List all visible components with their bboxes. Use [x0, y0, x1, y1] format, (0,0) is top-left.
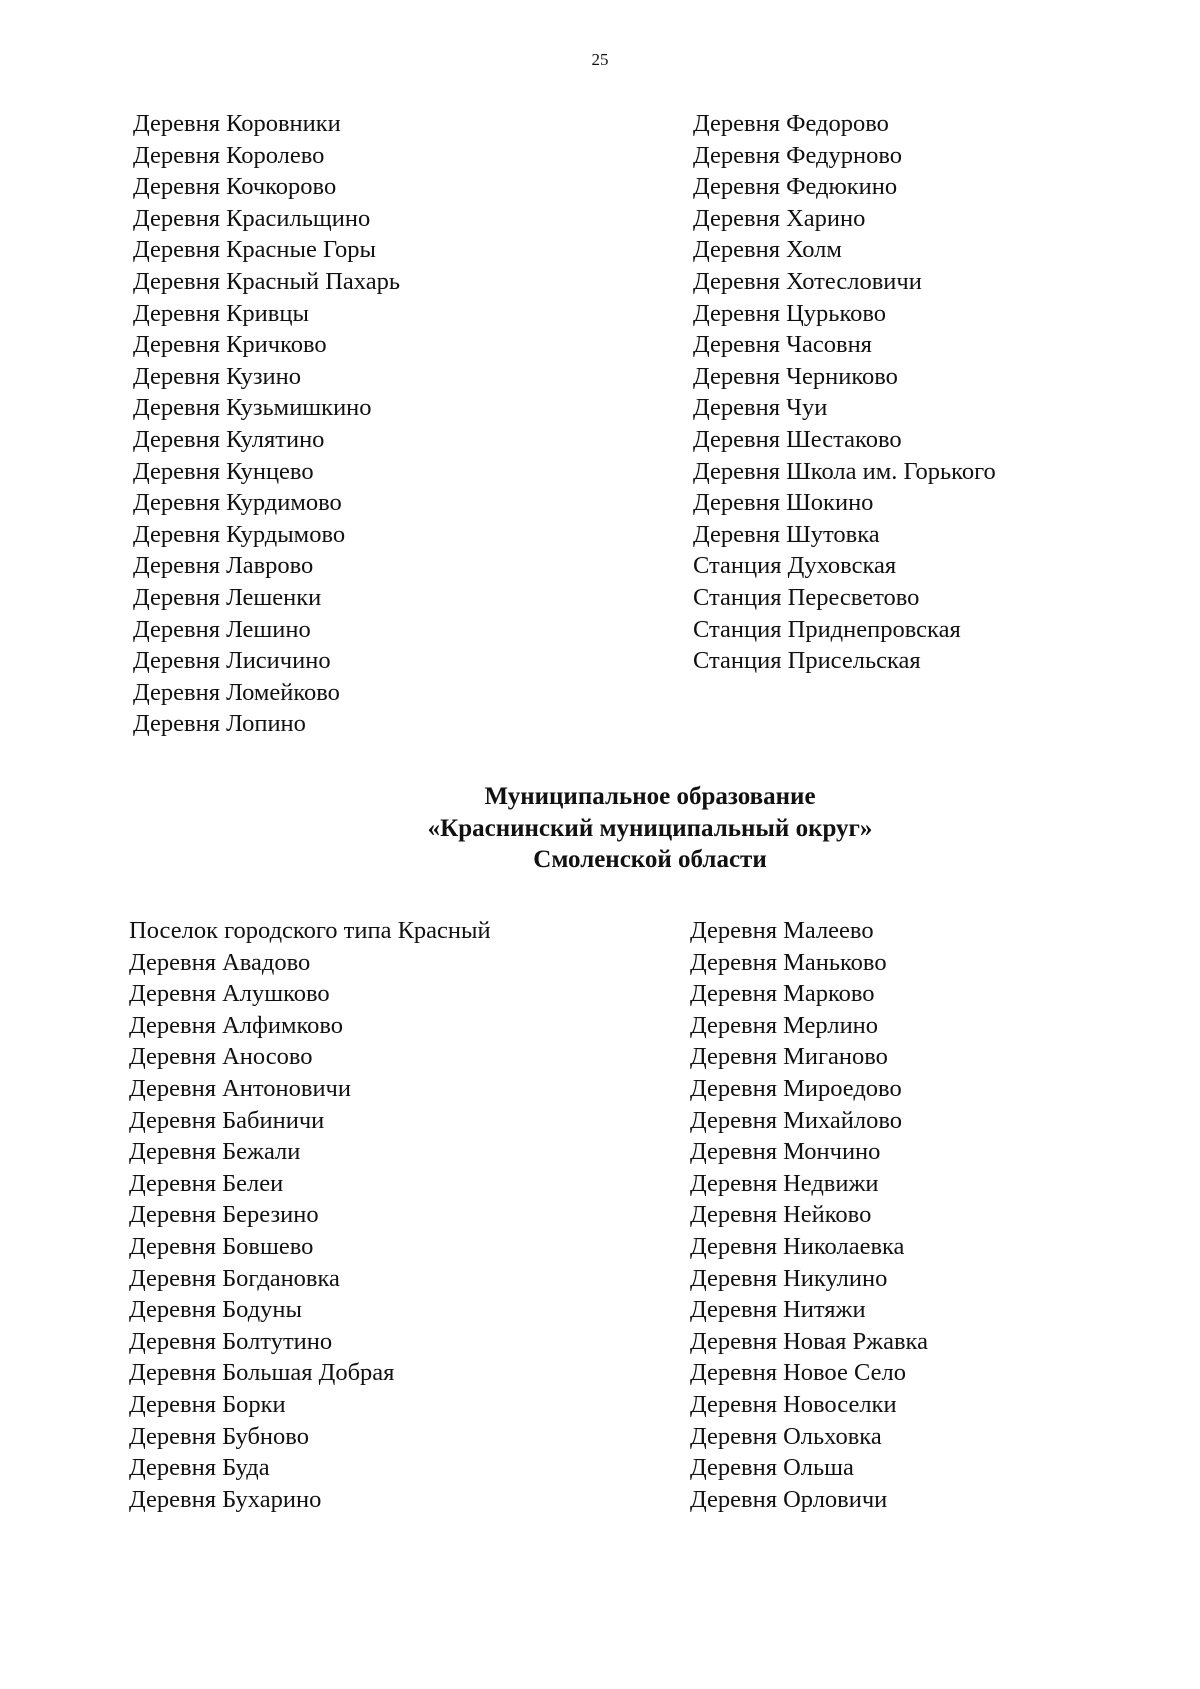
- settlement-item: Деревня Федурново: [693, 141, 902, 169]
- settlement-item: Станция Пересветово: [693, 583, 920, 611]
- settlement-item: Деревня Красный Пахарь: [133, 267, 401, 295]
- settlement-item: Деревня Новоселки: [690, 1390, 897, 1418]
- settlement-item: Деревня Орловичи: [690, 1485, 888, 1513]
- settlement-item: Деревня Болтутино: [129, 1327, 333, 1355]
- settlement-item: Деревня Шокино: [693, 489, 874, 517]
- settlement-item: Деревня Кривцы: [133, 299, 309, 327]
- settlement-item: Деревня Кочкорово: [133, 173, 337, 201]
- settlement-item: Деревня Шутовка: [693, 520, 880, 548]
- section-heading-line-3: Смоленской области: [533, 846, 767, 873]
- bottom-left-settlement-list: [129, 915, 491, 1515]
- section-heading-line-2: «Краснинский муниципальный округ»: [427, 814, 873, 842]
- settlement-item: Деревня Березино: [129, 1201, 319, 1229]
- settlement-item: Деревня Марково: [690, 980, 875, 1008]
- settlement-item: Деревня Борки: [129, 1390, 286, 1418]
- settlement-item: Деревня Черниково: [693, 362, 898, 390]
- settlement-item: Деревня Недвижи: [690, 1169, 879, 1197]
- settlement-item: Деревня Малеево: [690, 917, 874, 944]
- settlement-item: Деревня Холм: [693, 236, 842, 264]
- section-heading: [0, 781, 1200, 876]
- top-right-settlement-list: [693, 108, 996, 677]
- settlement-item: Деревня Аносово: [129, 1043, 313, 1071]
- settlement-item: Деревня Николаевка: [690, 1232, 905, 1260]
- settlement-item: Деревня Королево: [133, 141, 325, 169]
- settlement-item: Деревня Кулятино: [133, 425, 325, 453]
- settlement-item: Деревня Цурьково: [693, 299, 887, 327]
- settlement-item: Деревня Мироедово: [690, 1074, 902, 1102]
- settlement-item: Деревня Лешенки: [133, 583, 322, 611]
- settlement-item: Деревня Нитяжи: [690, 1296, 866, 1324]
- settlement-item: Деревня Алушково: [129, 980, 330, 1008]
- settlement-item: Деревня Большая Добрая: [129, 1359, 395, 1387]
- settlement-item: Деревня Антоновичи: [129, 1074, 351, 1102]
- settlement-item: Деревня Миганово: [690, 1043, 888, 1071]
- settlement-item: Деревня Мончино: [690, 1138, 881, 1166]
- settlement-item: Деревня Харино: [693, 204, 866, 232]
- settlement-item: Деревня Лисичино: [133, 647, 331, 675]
- settlement-item: Деревня Авадово: [129, 948, 311, 976]
- bottom-right-settlement-list: [690, 915, 928, 1515]
- settlement-item: Деревня Кузино: [133, 362, 301, 390]
- settlement-item: Деревня Михайлово: [690, 1106, 903, 1134]
- settlement-item: Деревня Маньково: [690, 948, 887, 976]
- settlement-item: Деревня Чуи: [693, 394, 828, 422]
- settlement-item: Деревня Красильщино: [133, 204, 371, 232]
- top-left-settlement-list: [133, 108, 400, 740]
- settlement-item: Деревня Лаврово: [133, 552, 314, 580]
- settlement-item: Деревня Богдановка: [129, 1264, 340, 1292]
- settlement-item: Деревня Лопино: [133, 710, 306, 738]
- settlement-item: Деревня Буда: [129, 1454, 270, 1482]
- settlement-item: Деревня Никулино: [690, 1264, 888, 1292]
- settlement-item: Деревня Бубново: [129, 1422, 309, 1450]
- settlement-item: Деревня Бодуны: [129, 1296, 302, 1324]
- settlement-item: Деревня Красные Горы: [133, 236, 376, 264]
- settlement-item: Деревня Бежали: [129, 1138, 301, 1166]
- settlement-item: Деревня Часовня: [693, 331, 872, 359]
- settlement-item: Деревня Хотесловичи: [693, 267, 922, 295]
- settlement-item: Станция Духовская: [693, 552, 897, 580]
- settlement-item: Деревня Ольша: [690, 1454, 854, 1482]
- settlement-item: Деревня Федюкино: [693, 173, 898, 201]
- settlement-item: Станция Приднепровская: [693, 615, 961, 643]
- settlement-item: Деревня Лешино: [133, 615, 311, 643]
- settlement-item: Деревня Кузьмишкино: [133, 394, 372, 422]
- settlement-item: Деревня Алфимково: [129, 1011, 344, 1039]
- settlement-item: Деревня Мерлино: [690, 1011, 879, 1039]
- settlement-item: Деревня Кричково: [133, 331, 327, 359]
- page-number: 25: [591, 50, 609, 69]
- settlement-item: Деревня Новая Ржавка: [690, 1327, 928, 1355]
- settlement-item: Деревня Федорово: [693, 110, 889, 137]
- settlement-item: Деревня Бухарино: [129, 1485, 322, 1513]
- settlement-item: Деревня Кунцево: [133, 457, 314, 485]
- settlement-item: Деревня Курдимово: [133, 489, 342, 517]
- settlement-item: Деревня Нейково: [690, 1201, 872, 1229]
- settlement-item: Деревня Белеи: [129, 1169, 284, 1197]
- settlement-item: Деревня Коровники: [133, 110, 341, 137]
- settlement-item: Деревня Школа им. Горького: [693, 457, 996, 485]
- settlement-item: Деревня Новое Село: [690, 1359, 906, 1387]
- settlement-item: Деревня Шестаково: [693, 425, 902, 453]
- section-heading-line-1: Муниципальное образование: [484, 783, 816, 810]
- settlement-item: Деревня Ломейково: [133, 678, 340, 706]
- settlement-item: Деревня Курдымово: [133, 520, 346, 548]
- settlement-item: Деревня Бабиничи: [129, 1106, 325, 1134]
- settlement-item: Деревня Ольховка: [690, 1422, 882, 1450]
- settlement-item: Поселок городского типа Красный: [129, 917, 491, 944]
- settlement-item: Деревня Бовшево: [129, 1232, 314, 1260]
- settlement-item: Станция Присельская: [693, 647, 921, 675]
